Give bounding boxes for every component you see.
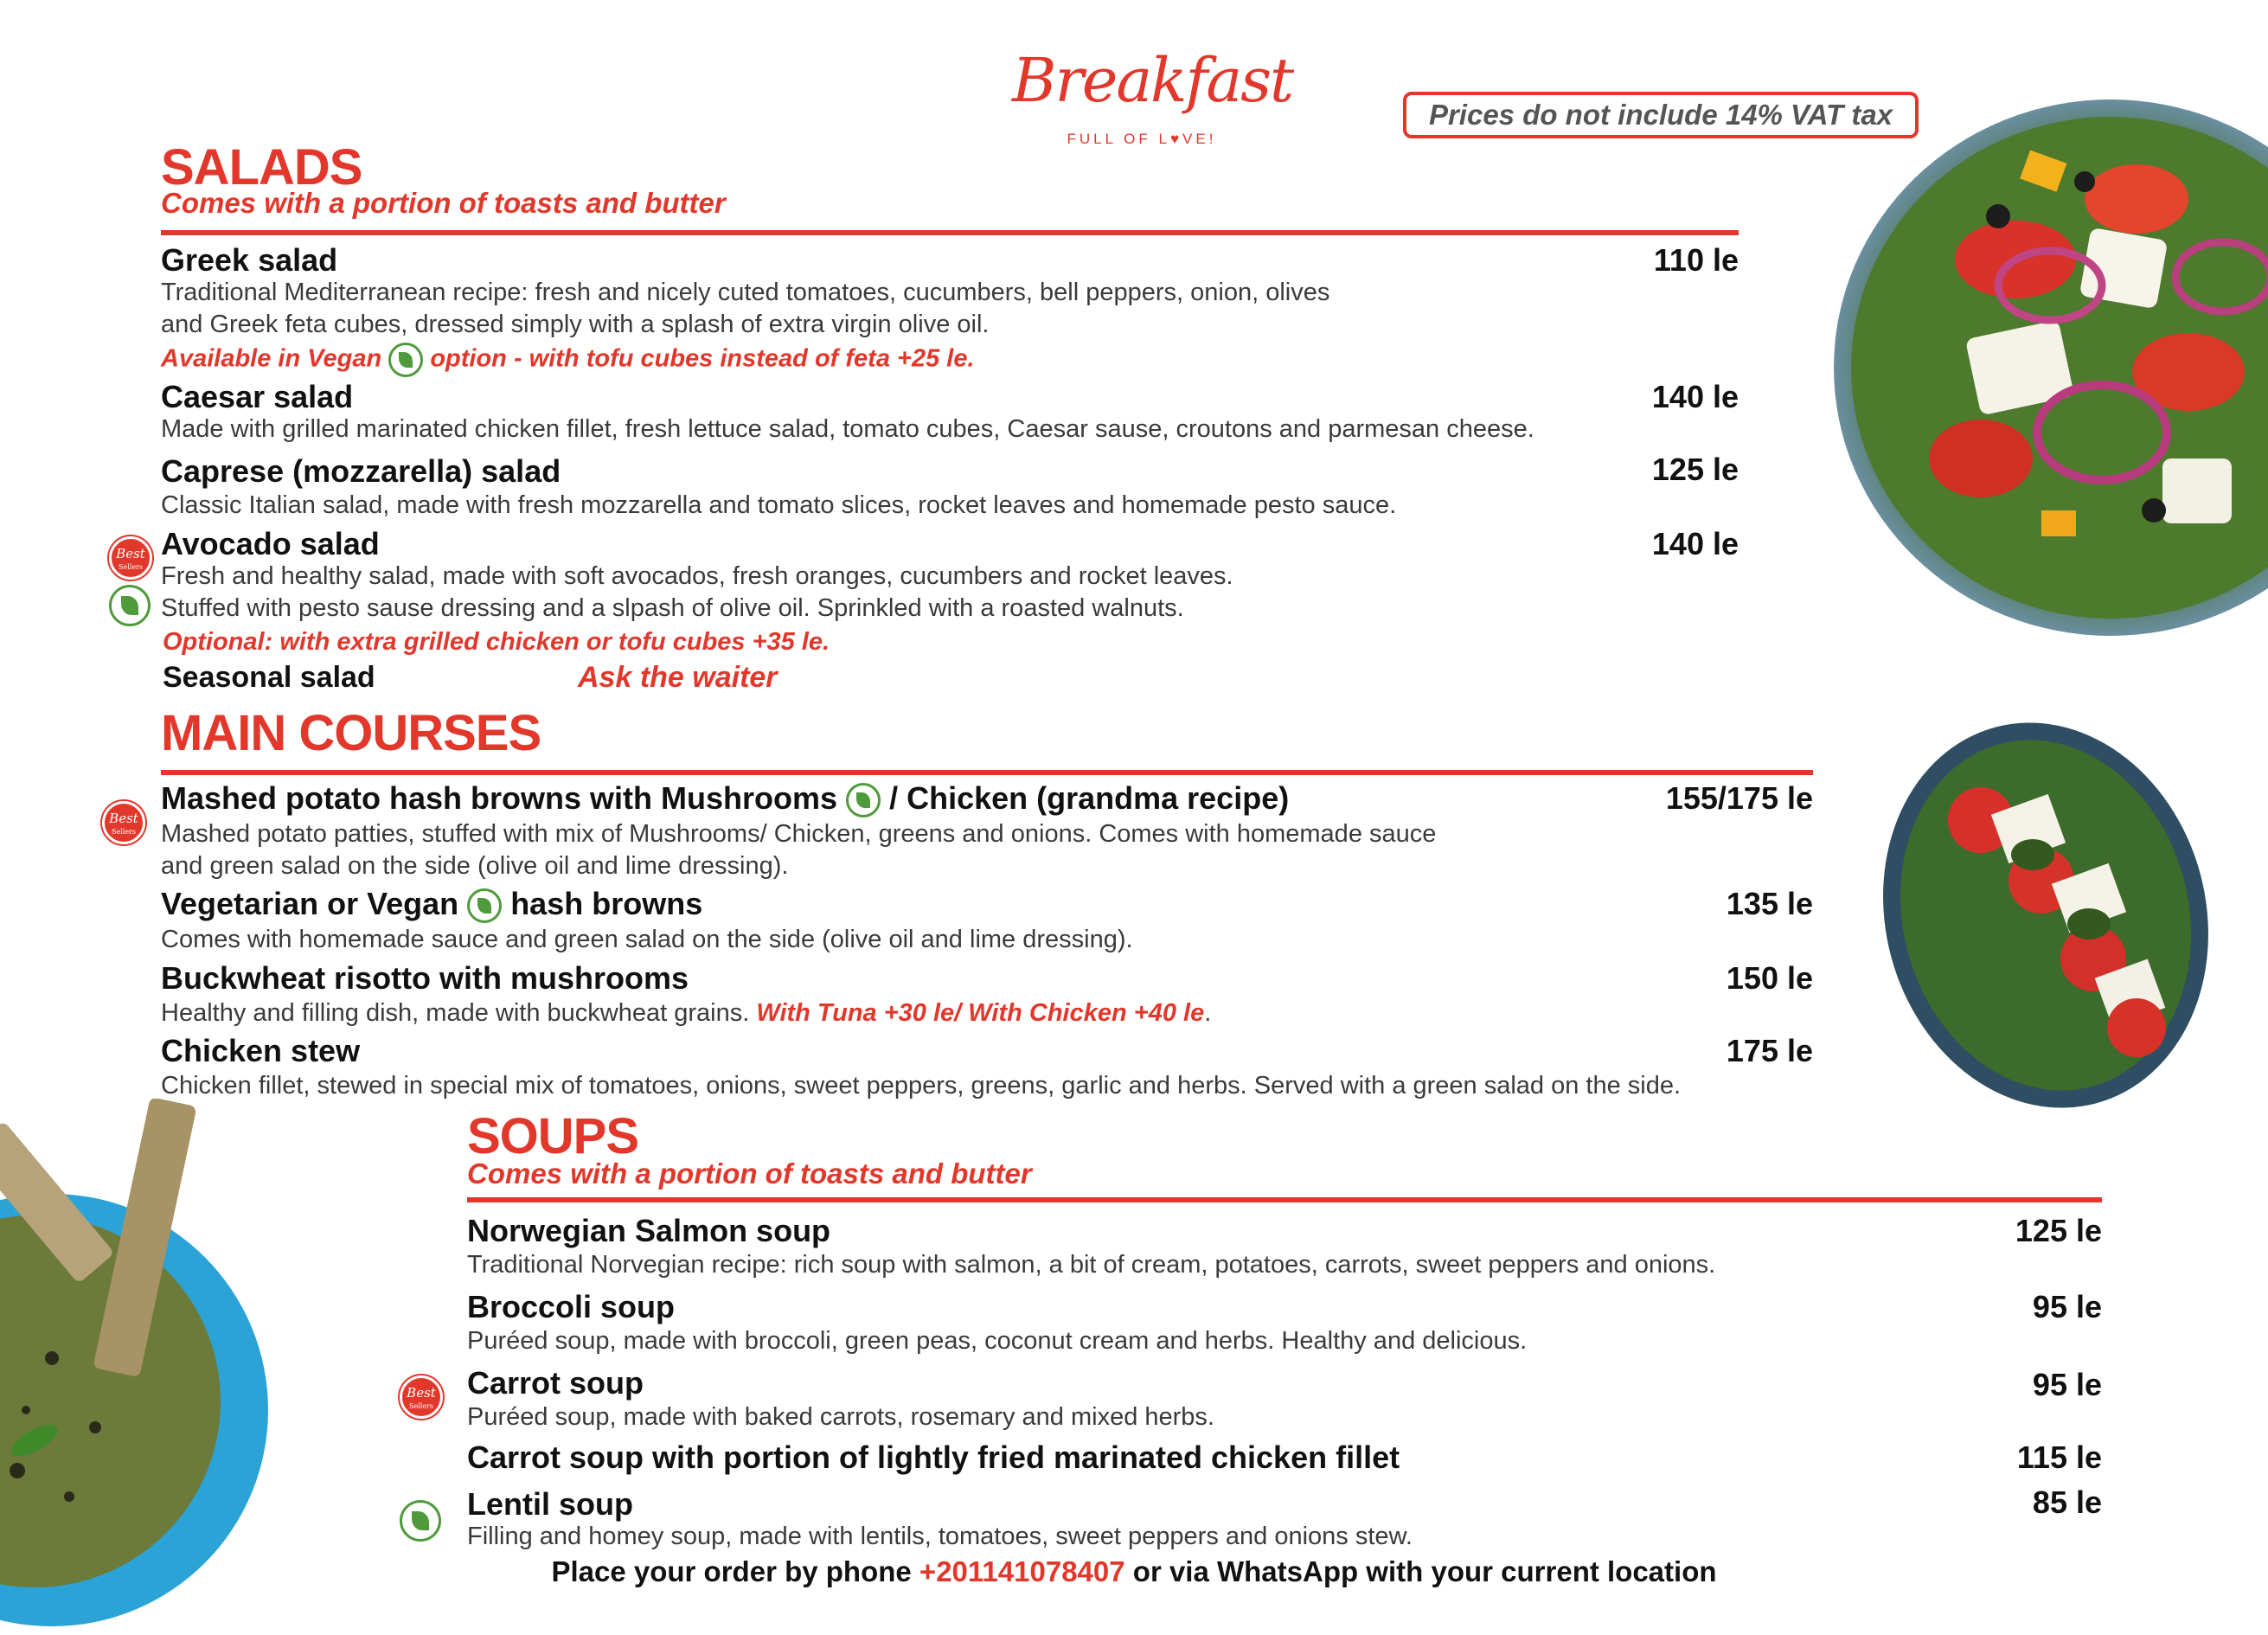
best-sellers-icon: Best Sellers [109, 536, 152, 580]
item-name-risotto: Buckwheat risotto with mushrooms [161, 960, 689, 996]
item-price-caprese: 125 le [1651, 452, 1739, 487]
footer-text-1: Place your order by phone [551, 1555, 912, 1587]
item-desc-lentil: Filling and homey soup, made with lentils, tomatoes, sweet peppers and onions stew. [467, 1523, 1413, 1550]
item-desc-hashbrowns-2: and green salad on the side (olive oil and lime dressing). [161, 852, 789, 880]
risotto-desc-text: Healthy and filling dish, made with buckwheat grains. [161, 999, 750, 1027]
best-sellers-icon: Best Sellers [400, 1375, 443, 1419]
item-desc-caesar: Made with grilled marinated chicken fillet, fresh lettuce salad, tomato cubes, Caesar sause, croutons and parmesan cheese. [161, 415, 1534, 443]
best-sellers-icon: Best Sellers [102, 801, 145, 844]
footer-text-2: or via WhatsApp with your current location [1132, 1555, 1717, 1587]
item-name-caesar: Caesar salad [161, 379, 354, 414]
risotto-desc-tail: . [1204, 999, 1212, 1027]
footer-phone-link[interactable]: +201141078407 [919, 1555, 1125, 1587]
item-price-vegan-hashbrowns: 135 le [1726, 886, 1813, 921]
greek-vegan-note-b: option - with tofu cubes instead of feta +25 le. [430, 344, 975, 373]
main-courses-divider [161, 770, 1813, 775]
item-desc-risotto [161, 997, 1211, 1029]
greek-vegan-note-a: Available in Vegan [161, 344, 382, 373]
avocado-optional-note: Optional: with extra grilled chicken or tofu cubes +35 le. [163, 628, 830, 656]
item-name-hashbrowns [161, 780, 1289, 818]
item-name-avocado: Avocado salad [161, 526, 380, 561]
vegan-icon [400, 1500, 441, 1542]
item-price-salmon: 125 le [2015, 1213, 2102, 1248]
soups-subtitle: Comes with a portion of toasts and butter [467, 1157, 1032, 1189]
order-footer [0, 1555, 2268, 1588]
item-desc-stew: Chicken fillet, stewed in special mix of tomatoes, onions, sweet peppers, greens, garlic and herbs. Served with a green salad on the side. [161, 1072, 1682, 1100]
main-courses-title: MAIN COURSES [161, 705, 541, 761]
item-name-stew: Chicken stew [161, 1033, 361, 1068]
soup-image [0, 1099, 285, 1635]
item-name-carrot-chicken: Carrot soup with portion of lightly fried marinated chicken fillet [467, 1439, 1400, 1475]
vat-notice: Prices do not include 14% VAT tax [1403, 92, 1919, 138]
item-name-carrot: Carrot soup [467, 1365, 644, 1401]
item-price-lentil: 85 le [2032, 1484, 2102, 1520]
soups-title: SOUPS [467, 1108, 639, 1164]
item-price-avocado: 140 le [1651, 526, 1739, 561]
soups-divider [467, 1197, 2102, 1202]
greek-salad-image [1825, 61, 2268, 701]
item-name-lentil: Lentil soup [467, 1486, 633, 1522]
seasonal-note: Ask the waiter [578, 661, 778, 694]
item-price-hashbrowns: 155/175 le [1665, 780, 1813, 816]
item-desc-avocado-2: Stuffed with pesto sause dressing and a slpash of olive oil. Sprinkled with a roasted walnuts. [161, 594, 1184, 622]
vegan-icon [846, 783, 881, 818]
item-desc-vegan-hashbrowns: Comes with homemade sauce and green salad on the side (olive oil and lime dressing). [161, 926, 1133, 953]
item-price-carrot: 95 le [2032, 1367, 2102, 1402]
item-name-caprese: Caprese (mozzarella) salad [161, 453, 561, 489]
item-price-stew: 175 le [1726, 1033, 1813, 1068]
item-price-broccoli: 95 le [2032, 1289, 2102, 1324]
greek-vegan-note [161, 343, 975, 377]
salads-title: SALADS [161, 139, 362, 196]
item-desc-salmon: Traditional Norvegian recipe: rich soup with salmon, a bit of cream, potatoes, carrots, sweet peppers and onions. [467, 1251, 1716, 1279]
item-name-greek: Greek salad [161, 242, 338, 278]
item-price-risotto: 150 le [1726, 960, 1813, 996]
item-desc-broccoli: Puréed soup, made with broccoli, green peas, coconut cream and herbs. Healthy and delicious. [467, 1327, 1528, 1355]
item-desc-hashbrowns-1: Mashed potato patties, stuffed with mix of Mushrooms/ Chicken, greens and onions. Comes with homemade sauce [161, 820, 1437, 848]
vegan-icon [388, 343, 423, 377]
item-name-salmon: Norwegian Salmon soup [467, 1213, 831, 1248]
item-desc-greek-1: Traditional Mediterranean recipe: fresh and nicely cuted tomatoes, cucumbers, bell peppers, onion, olives [161, 279, 1330, 306]
caprese-image [1868, 708, 2223, 1123]
logo-wordmark: Breakfast [1012, 45, 1293, 116]
item-desc-carrot: Puréed soup, made with baked carrots, rosemary and mixed herbs. [467, 1403, 1214, 1431]
salads-divider [161, 230, 1739, 235]
item-price-greek: 110 le [1653, 242, 1739, 278]
logo-tagline: FULL OF L♥VE! [1067, 131, 1217, 147]
item-name-seasonal: Seasonal salad [163, 661, 375, 694]
risotto-extras-note: With Tuna +30 le/ With Chicken +40 le [756, 999, 1205, 1027]
vegan-icon [467, 888, 502, 923]
salads-subtitle: Comes with a portion of toasts and butter [161, 187, 726, 219]
item-name-broccoli: Broccoli soup [467, 1289, 676, 1324]
item-price-caesar: 140 le [1651, 379, 1739, 414]
hashbrowns-name-b: / Chicken (grandma recipe) [889, 780, 1290, 816]
item-desc-greek-2: and Greek feta cubes, dressed simply with a splash of extra virgin olive oil. [161, 311, 990, 338]
vegan-icon [109, 585, 151, 626]
item-desc-avocado-1: Fresh and healthy salad, made with soft avocados, fresh oranges, cucumbers and rocket leaves. [161, 562, 1233, 590]
hashbrowns-name-a: Mashed potato hash browns with Mushrooms [161, 780, 838, 816]
item-name-vegan-hashbrowns [161, 886, 702, 923]
vegan-hashbrowns-name-b: hash browns [510, 886, 703, 921]
vegan-hashbrowns-name-a: Vegetarian or Vegan [161, 886, 459, 921]
item-price-carrot-chicken: 115 le [2016, 1439, 2102, 1475]
item-desc-caprese: Classic Italian salad, made with fresh mozzarella and tomato slices, rocket leaves and homemade pesto sauce. [161, 491, 1397, 519]
